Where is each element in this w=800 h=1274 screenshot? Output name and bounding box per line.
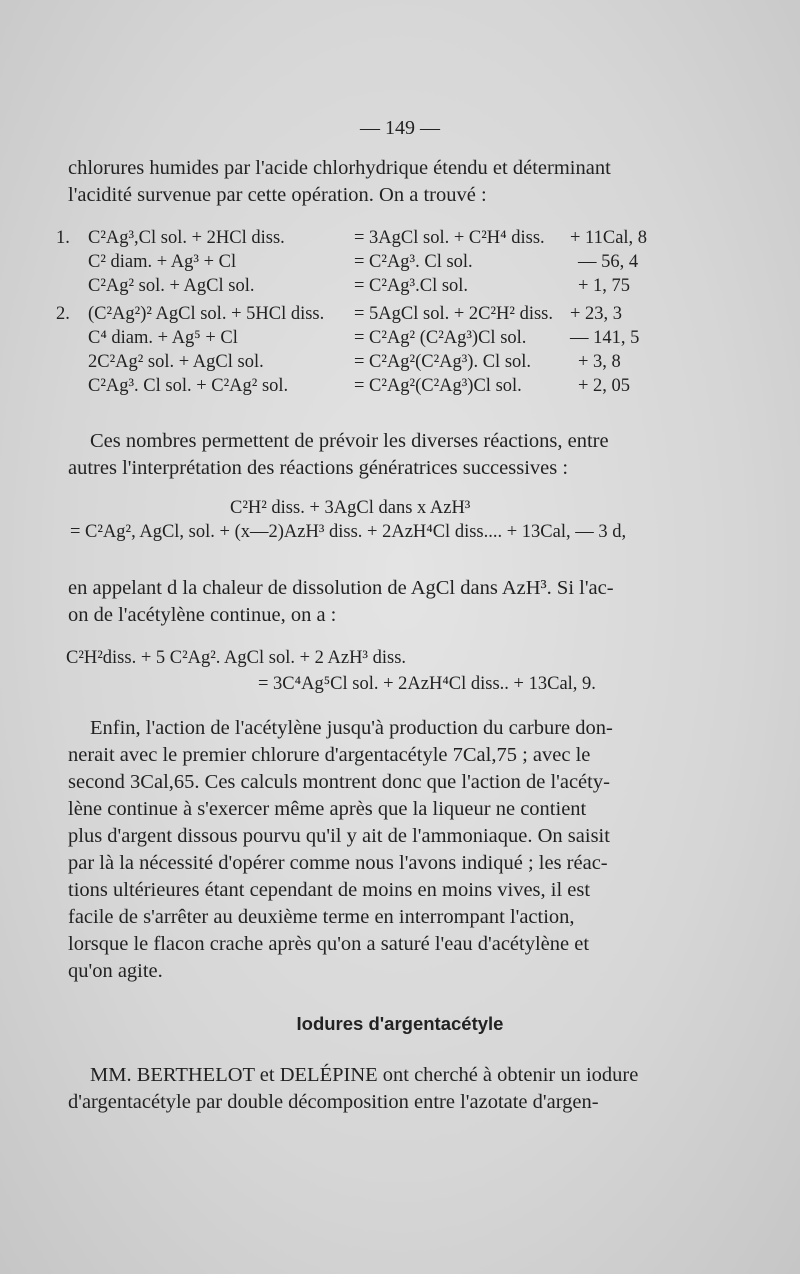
reaction-right: = C²Ag² (C²Ag³)Cl sol.: [354, 328, 527, 348]
reaction-left: C⁴ diam. + Ag⁵ + Cl: [88, 328, 238, 348]
equation-b-line-2: = 3C⁴Ag⁵Cl sol. + 2AzH⁴Cl diss.. + 13Cal, 9.: [258, 674, 596, 694]
reaction-right: = C²Ag³.Cl sol.: [354, 276, 469, 296]
section-heading: Iodures d'argentacétyle: [296, 1013, 504, 1034]
para4-line: par là la nécessité d'opérer comme nous l'avons indiqué ; les réac-: [68, 852, 608, 874]
para3-line-2: on de l'acétylène continue, on a :: [68, 604, 337, 626]
intro-line-2: l'acidité survenue par cette opération. On a trouvé :: [68, 184, 487, 206]
reaction-heat: — 56, 4: [578, 252, 639, 272]
para3-line-1: en appelant d la chaleur de dissolution de AgCl dans AzH³. Si l'ac-: [68, 577, 614, 599]
para4-line: nerait avec le premier chlorure d'argentacétyle 7Cal,75 ; avec le: [68, 744, 591, 766]
reaction-left: C²Ag³. Cl sol. + C²Ag² sol.: [88, 376, 289, 396]
reaction-heat: + 23, 3: [570, 304, 623, 324]
reaction-right: = C²Ag³. Cl sol.: [354, 252, 473, 272]
para4-line: lorsque le flacon crache après qu'on a saturé l'eau d'acétylène et: [68, 933, 590, 955]
reaction-left: C² diam. + Ag³ + Cl: [88, 252, 237, 272]
equation-b-line-1: C²H²diss. + 5 C²Ag². AgCl sol. + 2 AzH³ diss.: [66, 648, 407, 668]
para4-line: Enfin, l'action de l'acétylène jusqu'à production du carbure don-: [90, 717, 613, 739]
para5-line-2: d'argentacétyle par double décomposition entre l'azotate d'argen-: [68, 1091, 599, 1113]
intro-line-1: chlorures humides par l'acide chlorhydrique étendu et déterminant: [68, 157, 611, 179]
para2-line-2: autres l'interprétation des réactions génératrices successives :: [68, 457, 569, 479]
reaction-right: = 5AgCl sol. + 2C²H² diss.: [354, 304, 554, 324]
para4-line: tions ultérieures étant cependant de moins en moins vives, il est: [68, 879, 591, 901]
reaction-right: = C²Ag²(C²Ag³). Cl sol.: [354, 352, 532, 372]
equation-a-line-2: = C²Ag², AgCl, sol. + (x—2)AzH³ diss. + 2AzH⁴Cl diss.... + 13Cal, — 3 d,: [70, 522, 627, 542]
reaction-left: (C²Ag²)² AgCl sol. + 5HCl diss.: [88, 304, 325, 324]
para4-line: facile de s'arrêter au deuxième terme en interrompant l'action,: [68, 906, 575, 928]
reaction-left: C²Ag² sol. + AgCl sol.: [88, 276, 255, 296]
reaction-right: = 3AgCl sol. + C²H⁴ diss.: [354, 228, 545, 248]
para4-line: qu'on agite.: [68, 960, 163, 982]
reaction-number: 1.: [56, 228, 70, 248]
reaction-number: 2.: [56, 304, 70, 324]
equation-a-line-1: C²H² diss. + 3AgCl dans x AzH³: [230, 498, 471, 518]
para4-line: plus d'argent dissous pourvu qu'il y ait de l'ammoniaque. On saisit: [68, 825, 610, 847]
reaction-heat: + 3, 8: [578, 352, 621, 372]
reaction-heat: + 1, 75: [578, 276, 631, 296]
reaction-left: C²Ag³,Cl sol. + 2HCl diss.: [88, 228, 285, 248]
para2-line-1: Ces nombres permettent de prévoir les diverses réactions, entre: [90, 430, 609, 452]
para4-line: lène continue à s'exercer même après que la liqueur ne contient: [68, 798, 587, 820]
reaction-heat: — 141, 5: [570, 328, 640, 348]
para4-line: second 3Cal,65. Ces calculs montrent donc que l'action de l'acéty-: [68, 771, 610, 793]
para5-line-1: MM. BERTHELOT et DELÉPINE ont cherché à obtenir un iodure: [90, 1064, 639, 1086]
reaction-heat: + 2, 05: [578, 376, 631, 396]
reaction-heat: + 11Cal, 8: [570, 228, 648, 248]
reaction-left: 2C²Ag² sol. + AgCl sol.: [88, 352, 264, 372]
page-number: — 149 —: [360, 117, 440, 139]
reaction-right: = C²Ag²(C²Ag³)Cl sol.: [354, 376, 522, 396]
